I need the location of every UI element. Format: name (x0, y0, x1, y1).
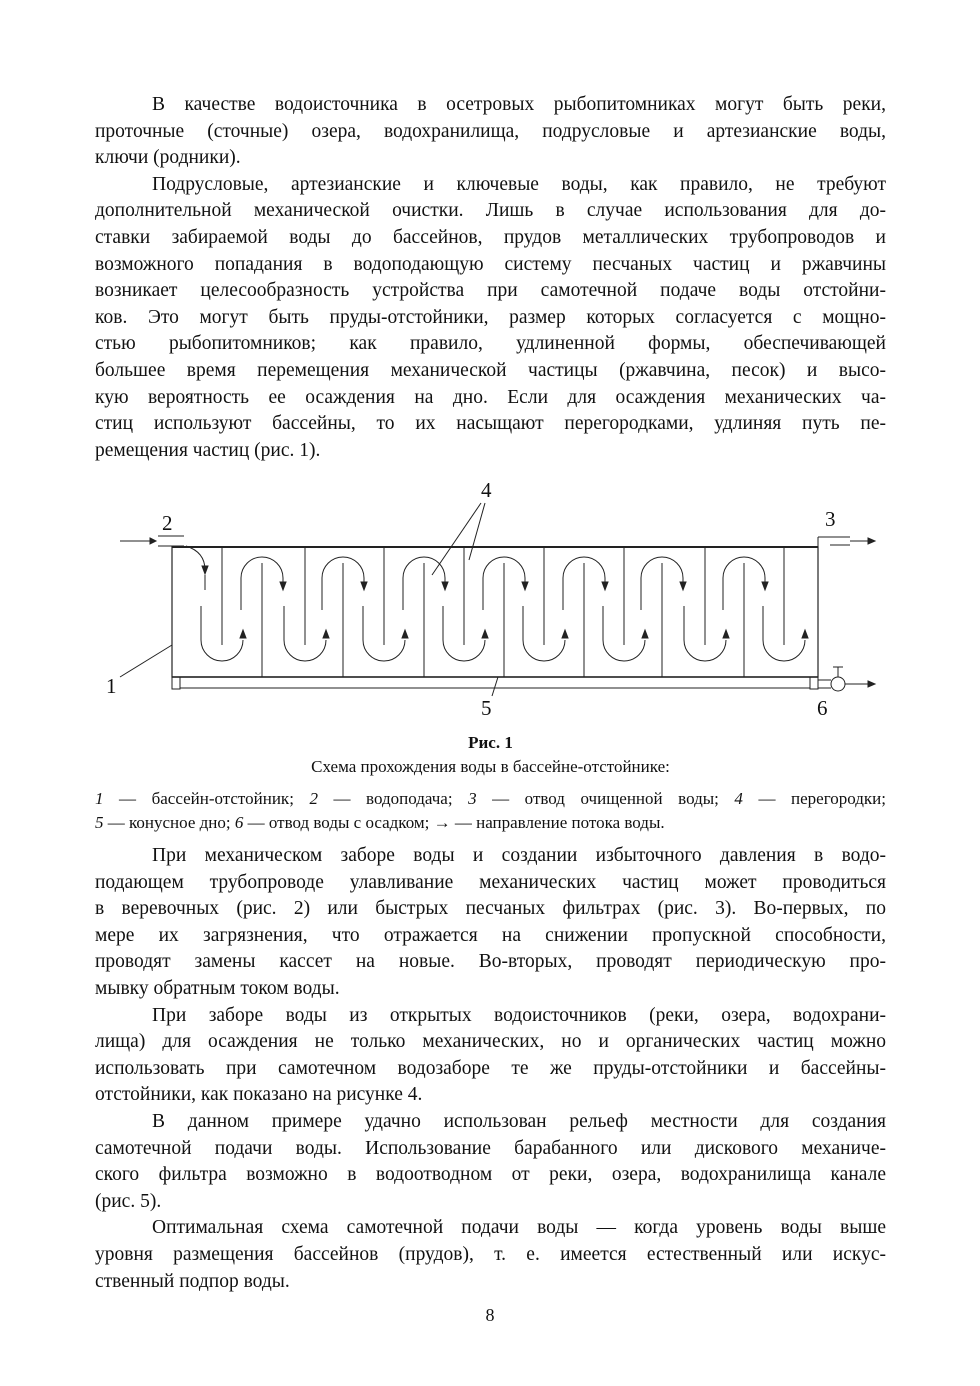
text-line: (рис. 5). (95, 1190, 162, 1212)
text-line: При механическом заборе воды и создании избыточного давления в водо- (152, 845, 886, 866)
text-line: возможного попадания в водоподающую систему песчаных частиц и ржавчины (95, 253, 886, 275)
clean-water-outlet (818, 537, 875, 547)
legend-num: 3 (468, 789, 477, 808)
text-line: Оптимальная схема самотечной подачи воды — когда уровень воды выше (152, 1217, 886, 1239)
legend-text: — отвод очищенной воды; (476, 789, 735, 808)
text-line: В данном примере удачно использован рельеф местности для создания (152, 1110, 886, 1132)
arrow-up-icon (323, 630, 329, 638)
figure-legend (95, 787, 886, 835)
arrow-up-icon (723, 630, 729, 638)
figure-title: Рис. 1 (468, 733, 513, 752)
legend-num: 6 (234, 813, 244, 832)
text-line: в веревочных (рис. 2) или быстрых песчаных фильтрах (рис. 3). Во-первых, по (95, 898, 886, 920)
text-line: проточные (сточные) озера, водохранилища, подрусловые и артезианские воды, (95, 120, 886, 142)
text-block-bottom (95, 843, 886, 1295)
leader-lines (120, 503, 498, 696)
label-2: 2 (162, 511, 173, 535)
text-line: ского фильтра возможно в водоотводном от реки, озера, водохранилища канале (95, 1164, 886, 1186)
text-line: ственный подпор воды. (95, 1270, 290, 1292)
text-line: мере их загрязнения, что отражается на снижении пропускной способности, (95, 924, 886, 946)
text-line: стиц используют бассейны, то их насыщают перегородками, удлиняя путь пе- (95, 413, 886, 435)
text-line: дополнительной механической очистки. Лишь в случае использования для до- (95, 200, 886, 222)
arrow-up-icon (482, 630, 488, 638)
text-line: ключи (родники). (95, 147, 241, 169)
text-line: большее время перемещения механической частицы (ржавчина, песок) и высо- (95, 359, 886, 381)
legend-num: 1 (95, 789, 104, 808)
text-line: лища) для осаждения не только механических, но и органических частиц можно (95, 1031, 886, 1053)
label-1: 1 (106, 674, 117, 698)
paragraph (95, 843, 886, 1003)
arrow-up-icon (402, 630, 408, 638)
sediment-outlet-valve (818, 667, 875, 691)
label-4: 4 (481, 478, 492, 502)
text-line: возникает целесообразность устройства при самотечной подаче воды отстойни- (95, 280, 886, 302)
text-line: мывку обратным током воды. (95, 977, 340, 999)
arrow-up-icon (642, 630, 648, 638)
label-6: 6 (817, 696, 828, 720)
legend-text: — конусное дно; (103, 813, 235, 832)
text-line: ставки забираемой воды до бассейнов, прудов металлических трубопроводов и (95, 226, 886, 248)
text-line: ков. Это могут быть пруды-отстойники, размер которых согласуется с мощно- (95, 306, 886, 328)
text-line: Подрусловые, артезианские и ключевые воды, как правило, не требуют (152, 173, 886, 195)
label-5: 5 (481, 696, 492, 720)
text-line: При заборе воды из открытых водоисточников (реки, озера, водохрани- (152, 1004, 886, 1026)
paragraph (95, 92, 886, 172)
legend-num: 4 (734, 789, 743, 808)
legend-num: 2 (309, 789, 318, 808)
label-3: 3 (825, 507, 836, 531)
text-line: подающем трубопроводе улавливание механических частиц может проводиться (95, 871, 886, 893)
text-line: ремещения частиц (рис. 1). (95, 439, 321, 461)
arrow-up-icon (802, 630, 808, 638)
text-line: самотечной подачи воды. Использование барабанного или дискового механиче- (95, 1137, 886, 1159)
paragraph (95, 1109, 886, 1215)
text-line: отстойники, как показано на рисунке 4. (95, 1084, 423, 1106)
paragraph (95, 1215, 886, 1295)
text-line: В качестве водоисточника в осетровых рыбопитомниках могут быть реки, (152, 94, 886, 115)
legend-num: 5 (95, 813, 104, 832)
settling-tank-outline (172, 547, 818, 677)
flow-curve (201, 557, 805, 661)
text-block-top (95, 92, 886, 464)
figure-subtitle: Схема прохождения воды в бассейне-отстойнике: (311, 757, 670, 776)
partitions (222, 547, 784, 677)
text-line: уровня размещения бассейнов (прудов), т. е. имеется естественный или искус- (95, 1243, 886, 1265)
arrow-up-icon (240, 630, 246, 638)
legend-text: — бассейн-отстойник; (103, 789, 310, 808)
water-inlet (120, 536, 208, 574)
legend-text: — водоподача; (317, 789, 469, 808)
text-line: проводят замены кассет на новые. Во-вторых, проводят периодическую про- (95, 951, 886, 973)
paragraph (95, 172, 886, 465)
legend-text: — перегородки; (742, 789, 886, 808)
page-number: 8 (485, 1305, 495, 1325)
paragraph (95, 1003, 886, 1109)
text-line: использовать при самотечном водозаборе те же пруды-отстойники и бассейны- (95, 1057, 886, 1079)
legend-text: — отвод воды с осадком; → — направление потока воды. (243, 813, 665, 832)
text-line: стью рыбопитомников; как правило, удлиненной формы, обеспечивающей (95, 333, 886, 355)
arrow-up-icon (562, 630, 568, 638)
figure-settling-tank-diagram (0, 470, 980, 730)
text-line: кую вероятность ее осаждения на дно. Если для осаждения механических ча- (95, 386, 886, 408)
